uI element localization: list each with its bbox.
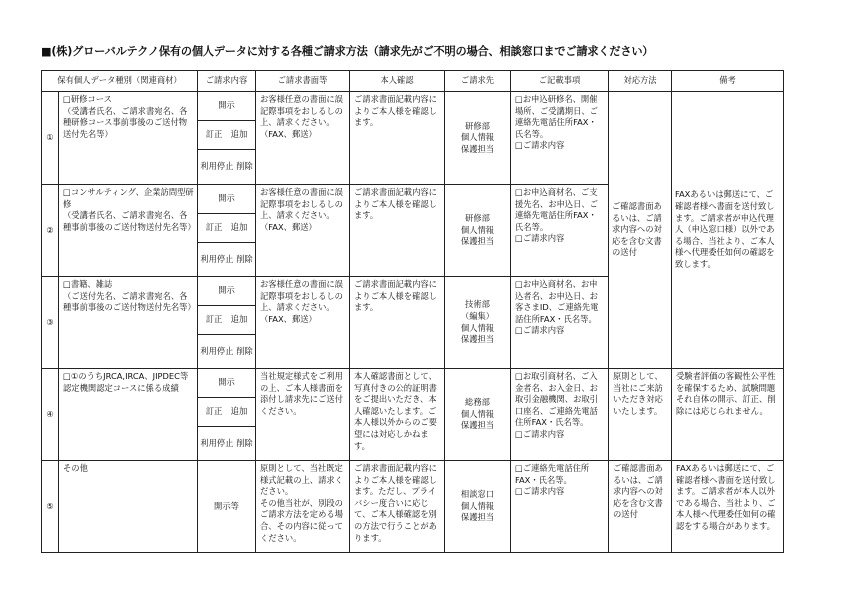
- remarks-cell: [672, 461, 784, 553]
- identity-check-text: ご請求書面記載内容によりご本人様を確認します。ただし、プライバシー度合いに応じて、ご本人様確認を別の方法で行うことがあります。: [354, 463, 437, 543]
- data-type-text: □書籍、雑誌 （ご送付先名、ご請求書宛名、各種事前事後のご送付物送付先名等）: [63, 279, 196, 313]
- data-type-cell: [59, 92, 198, 185]
- data-type-text: □コンサルティング、企業訪問型研修 （受講者氏名、ご請求書宛名、各種事前事後のご送付物送付先名等）: [63, 187, 196, 232]
- remarks-text: FAXあるいは郵送にて、ご確認者様へ書面を送付致します。ご請求者が本人以外である場合、当社より、ご本人様へ代理委任如何の確認をする場合があります。: [676, 463, 776, 531]
- row-number: ②: [42, 185, 59, 277]
- row-number: ③: [42, 277, 59, 369]
- data-type-cell: [59, 461, 198, 553]
- request-suspension: 利用停止 削除: [198, 335, 256, 369]
- identity-check-text: ご請求書面記載内容によりご本人様を確認します。: [354, 279, 437, 313]
- response-method-cell: [609, 369, 672, 461]
- request-destination-cell: [445, 185, 511, 277]
- remarks-cell: [672, 92, 784, 369]
- request-destination-text: 研修部 個人情報 保護担当: [460, 213, 495, 247]
- response-method-text: 原則として、当社にご来訪いただき対応いたします。: [613, 371, 663, 416]
- header-required-items: ご記載事項: [511, 71, 609, 92]
- data-type-text: □①のうちJRCA,IRCA、JIPDEC等認定機関認定コースに係る成績: [63, 371, 189, 393]
- table-row: [42, 92, 784, 121]
- required-items-text: □ご連絡先電話住所FAX・氏名等。 □ご請求内容: [515, 463, 590, 497]
- data-type-cell: [59, 369, 198, 461]
- request-disclosure-etc: 開示等: [198, 461, 256, 553]
- request-form-cell: [256, 369, 350, 461]
- remarks-cell: [672, 369, 784, 461]
- identity-check-cell: [350, 369, 445, 461]
- request-form-text: 原則として、当社既定様式記載の上、請求ください。 その他当社が、別段のご請求方法を定める場合、その内容に従ってください。: [260, 463, 343, 543]
- identity-check-cell: [350, 185, 445, 277]
- required-items-cell: [511, 369, 609, 461]
- request-destination-cell: [445, 369, 511, 461]
- request-destination-cell: [445, 92, 511, 185]
- request-destination-cell: [445, 461, 511, 553]
- request-form-text: お客様任意の書面に誤記際事項をおしるしの上、請求ください。（FAX、郵送）: [260, 187, 343, 232]
- data-type-text: □研修コース （受講者氏名、ご請求書宛名、各種研修コース事前事後のご送付物送付先名等）: [63, 94, 188, 139]
- table-row: [42, 369, 784, 398]
- request-method-table: [41, 70, 784, 553]
- data-type-cell: [59, 185, 198, 277]
- identity-check-cell: [350, 92, 445, 185]
- row-number: ⑤: [42, 461, 59, 553]
- required-items-text: □お取引商材名、ご入金者名、お入金日、お取引金融機関、お取引口座名、ご連絡先電話住所FAX・氏名等。 □ご請求内容: [515, 371, 598, 439]
- response-method-cell: [609, 92, 672, 369]
- required-items-text: □お申込研修名、開催場所、ご受講期日、ご連絡先電話住所FAX・氏名等。 □ご請求内容: [515, 94, 598, 151]
- request-disclosure: 開示: [198, 185, 256, 214]
- request-destination-text: 総務部 個人情報 保護担当: [460, 397, 495, 431]
- request-destination-text: 研修部 個人情報 保護担当: [460, 120, 495, 154]
- request-form-cell: [256, 277, 350, 369]
- identity-check-cell: [350, 461, 445, 553]
- request-suspension: 利用停止 削除: [198, 243, 256, 277]
- remarks-text: 受験者評価の客観性公平性を確保するため、試験問題それ自体の開示、訂正、削除には応じられません。: [676, 371, 776, 416]
- page-title: ■(株)グローバルテクノ保有の個人データに対する各種ご請求方法（請求先がご不明の場合、相談窓口までご請求ください）: [41, 45, 654, 58]
- request-correction: 訂正 追加: [198, 306, 256, 335]
- identity-check-text: 本人確認書面として、写真付きの公的証明書をご提出いただき、本人確認いたします。ご本人様以外からのご要望には対応しかねます。: [354, 371, 437, 451]
- header-remarks: 備考: [672, 71, 784, 92]
- identity-check-text: ご請求書面記載内容によりご本人様を確認します。: [354, 94, 437, 128]
- request-form-cell: [256, 92, 350, 185]
- identity-check-cell: [350, 277, 445, 369]
- required-items-cell: [511, 92, 609, 185]
- request-suspension: 利用停止 削除: [198, 150, 256, 185]
- row-number: ①: [42, 92, 59, 185]
- header-response-method: 対応方法: [609, 71, 672, 92]
- response-method-cell: [609, 461, 672, 553]
- request-correction: 訂正 追加: [198, 121, 256, 150]
- request-destination-cell: [445, 277, 511, 369]
- request-disclosure: 開示: [198, 92, 256, 121]
- request-suspension: 利用停止 削除: [198, 427, 256, 461]
- required-items-text: □お申込商材名、ご支援先名、お申込日、ご連絡先電話住所FAX・氏名等。 □ご請求内容: [515, 187, 598, 244]
- request-form-text: 当社規定様式をご利用の上、ご本人様書面を添付し請求先にご送付ください。: [260, 371, 343, 416]
- required-items-cell: [511, 277, 609, 369]
- request-correction: 訂正 追加: [198, 398, 256, 427]
- remarks-text: FAXあるいは郵送にて、ご確認者様へ書面を送付致します。ご請求者が申込代理人（申込窓口様）以外である場合、当社より、ご本人様へ代理委任如何の確認を致します。: [675, 189, 775, 269]
- required-items-text: □お申込商材名、お申込者名、お申込日、お客さまID、ご連絡先電話住所FAX・氏名等。 □ご請求内容: [515, 279, 599, 336]
- request-disclosure: 開示: [198, 369, 256, 398]
- request-disclosure: 開示: [198, 277, 256, 306]
- table-row: [42, 461, 784, 553]
- request-form-cell: [256, 461, 350, 553]
- data-type-cell: [59, 277, 198, 369]
- request-destination-text: 相談窓口 個人情報 保護担当: [460, 489, 495, 523]
- row-number: ④: [42, 369, 59, 461]
- header-request-content: ご請求内容: [198, 71, 256, 92]
- request-correction: 訂正 追加: [198, 214, 256, 243]
- header-request-form: ご請求書面等: [256, 71, 350, 92]
- required-items-cell: [511, 185, 609, 277]
- request-form-cell: [256, 185, 350, 277]
- request-form-text: お客様任意の書面に誤記際事項をおしるしの上、請求ください。（FAX、郵送）: [260, 94, 343, 139]
- request-form-text: お客様任意の書面に誤記際事項をおしるしの上、請求ください。（FAX、郵送）: [260, 279, 343, 324]
- header-data-type: 保有個人データ種別（関連商材）: [42, 71, 198, 92]
- request-destination-text: 技術部 （編集） 個人情報 保護担当: [460, 299, 495, 345]
- header-identity-check: 本人確認: [350, 71, 445, 92]
- data-type-text: その他: [63, 463, 88, 473]
- response-method-text: ご確認書面あるいは、ご請求内容への対応を含む文書の送付: [613, 463, 663, 520]
- response-method-text: ご確認書面あるいは、ご請求内容への対応を含む文書の送付: [612, 201, 662, 258]
- header-request-destination: ご請求先: [445, 71, 511, 92]
- required-items-cell: [511, 461, 609, 553]
- identity-check-text: ご請求書面記載内容によりご本人様を確認します。: [354, 187, 437, 221]
